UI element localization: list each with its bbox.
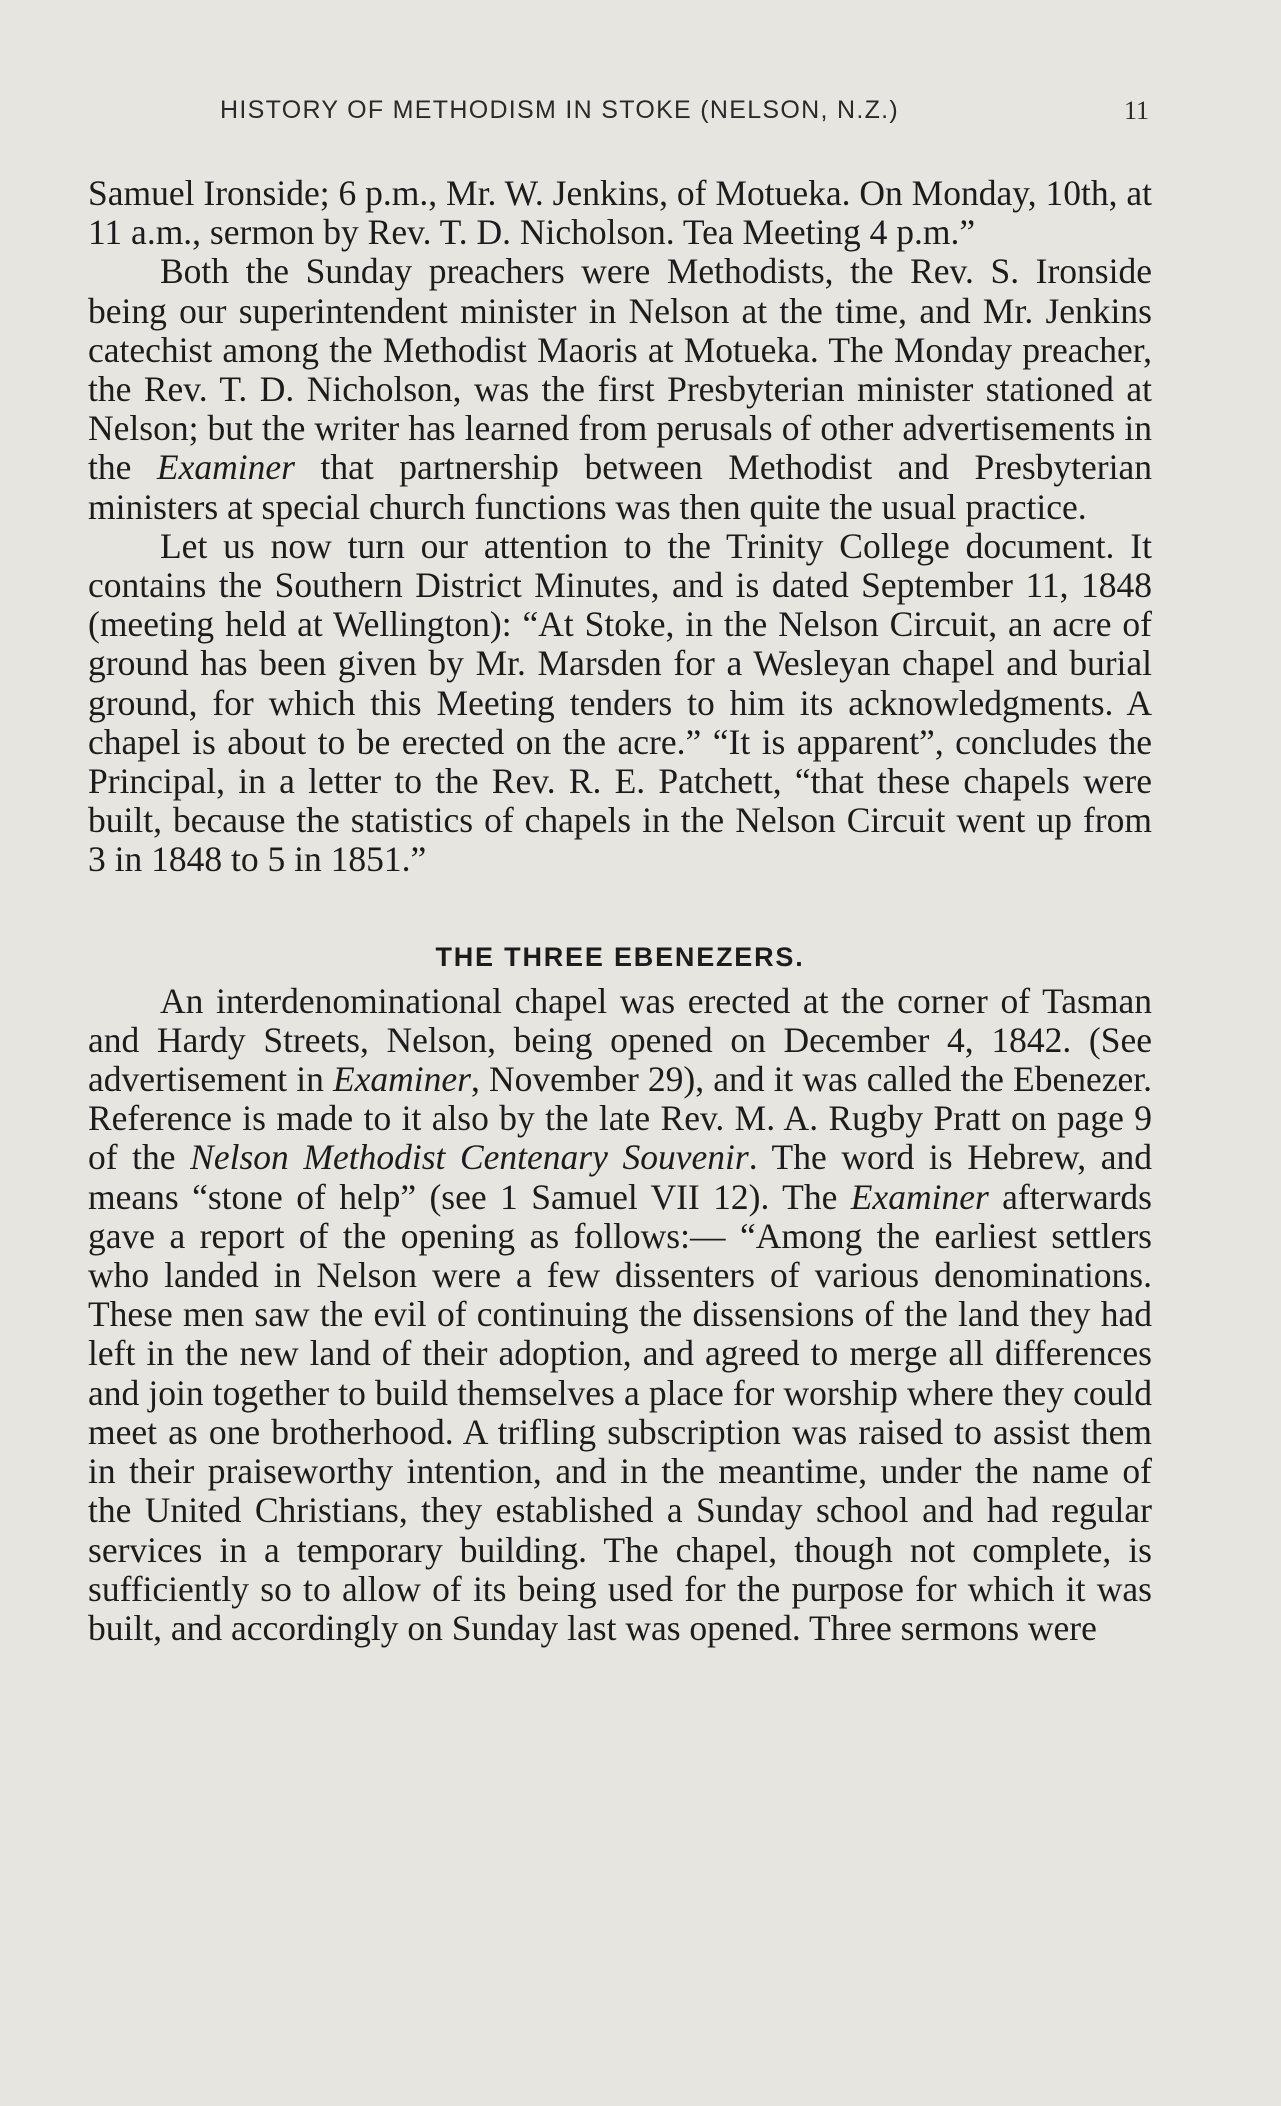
paragraph-ebenezer <box>88 982 1152 1648</box>
page-header <box>0 96 1281 136</box>
paragraph-preachers <box>88 252 1152 526</box>
text-span: that partnership between Methodist and Presbyterian ministers at special church functions was then quite the usual practice. <box>88 447 1152 527</box>
body-text <box>88 174 1152 1648</box>
page-number: 11 <box>1124 96 1150 125</box>
publication-title: Examiner <box>850 1176 989 1217</box>
running-head: HISTORY OF METHODISM IN STOKE (NELSON, N.Z.) <box>220 96 900 124</box>
text-span: An interdenominational chapel was erected at the corner of Tasman and Hardy Streets, Nelson, being opened on December 4, 1842. (See advertisement in <box>88 980 1152 1100</box>
paragraph-continuation: Samuel Ironside; 6 p.m., Mr. W. Jenkins, of Motueka. On Monday, 10th, at 11 a.m., sermon by Rev. T. D. Nicholson. Tea Meeting 4 p.m.” <box>88 173 1152 253</box>
publication-title: Nelson Methodist Centenary Souvenir <box>190 1137 749 1178</box>
text-span: , November 29), and it was called the Ebenezer. Reference is made to it also by the late Rev. M. A. Rugby Pratt on page 9 of the <box>88 1059 1152 1178</box>
text-span: . The word is Hebrew, and means “stone of help” (see 1 Samuel VII 12). The <box>88 1137 1152 1217</box>
publication-title: Examiner <box>332 1059 471 1100</box>
text-span: Both the Sunday preachers were Methodists, the Rev. S. Ironside being our superintendent minister in Nelson at the time, and Mr. Jenkins catechist among the Methodist Maoris at Motueka. The Monday preacher, the Rev. T. D. Nicholson, was the first Presbyterian minister stationed at Nelson; but the writer has learned from perusals of other advertisements in the <box>88 251 1152 488</box>
text-span: afterwards gave a report of the opening as follows:— “Among the earliest settlers who landed in Nelson were a few dissenters of various denominations. These men saw the evil of continuing the dissensions of the land they had left in the new land of their adoption, and agreed to merge all differences and join together to build themselves a place for worship where they could meet as one brotherhood. A trifling subscription was raised to assist them in their praiseworthy intention, and in the meantime, under the name of the United Christians, they established a Sunday school and had regular services in a temporary building. The chapel, though not complete, is sufficiently so to allow of its being used for the purpose for which it was built, and accordingly on Sunday last was opened. Three sermons were <box>88 1176 1152 1648</box>
publication-title: Examiner <box>156 447 295 488</box>
section-heading: THE THREE EBENEZERS. <box>435 941 805 972</box>
paragraph-trinity-college: Let us now turn our attention to the Trinity College document. It contains the Southern District Minutes, and is dated September 11, 1848 (meeting held at Wellington): “At Stoke, in the Nelson Circuit, an acre of ground has been given by Mr. Marsden for a Wesleyan chapel and burial ground, for which this Meeting tenders to him its acknowledgments. A chapel is about to be erected on the acre.” “It is apparent”, concludes the Principal, in a letter to the Rev. R. E. Patchett, “that these chapels were built, because the statistics of chapels in the Nelson Circuit went up from 3 in 1848 to 5 in 1851.” <box>88 525 1152 880</box>
